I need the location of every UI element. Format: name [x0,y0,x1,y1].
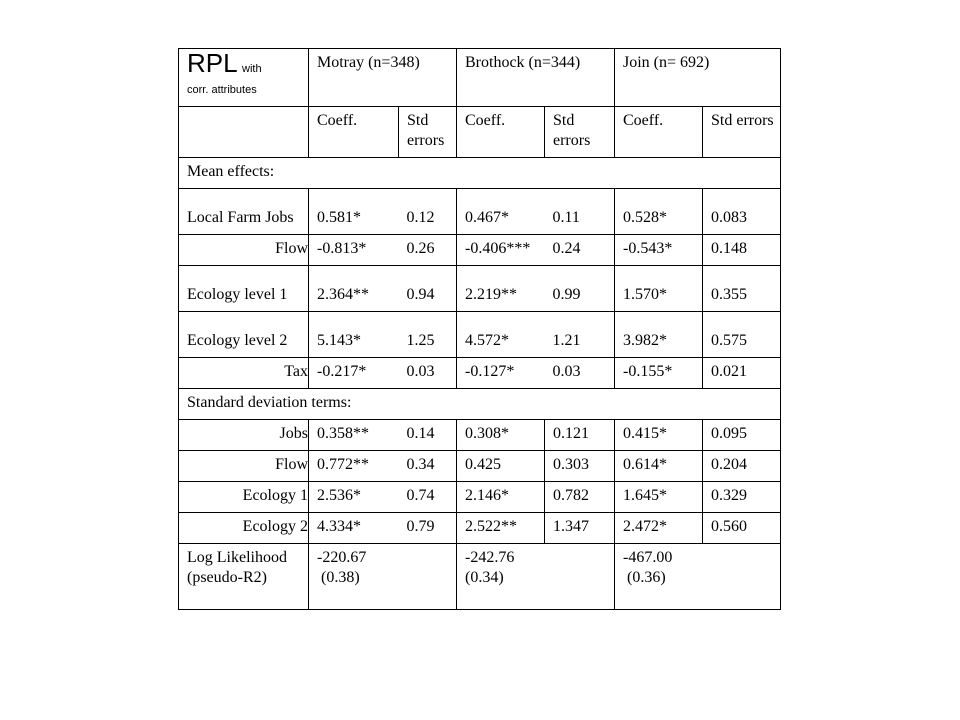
table-cell: 1.25 [399,312,457,358]
header-row [179,49,781,107]
table-cell: 0.26 [399,235,457,266]
table-cell: -0.543* [615,235,703,266]
table-row [179,482,781,513]
table-cell: 0.03 [545,358,615,389]
table-row [179,358,781,389]
results-table [178,48,781,610]
subheader-cell: Coeff. [615,107,703,158]
table-cell: 2.522** [457,513,545,544]
table-row [179,266,781,312]
table-row [179,451,781,482]
row-label: Flow [179,235,309,266]
table-title: RPL with corr. attributes [179,49,309,107]
table-cell: 0.614* [615,451,703,482]
table-cell: 1.570* [615,266,703,312]
table-cell: 1.645* [615,482,703,513]
table-cell: 4.572* [457,312,545,358]
table-row [179,420,781,451]
section-row-mean [179,158,781,189]
subheader-row [179,107,781,158]
subheader-cell: Coeff. [309,107,399,158]
table-cell: 0.03 [399,358,457,389]
table-cell: 0.308* [457,420,545,451]
table-cell: 2.219** [457,266,545,312]
row-label: Tax [179,358,309,389]
table-cell: 1.347 [545,513,615,544]
table-cell: 5.143* [309,312,399,358]
table-cell: 0.415* [615,420,703,451]
table-cell: 3.982* [615,312,703,358]
loglik-label: Log Likelihood (pseudo-R2) [179,544,309,610]
table-cell: -0.217* [309,358,399,389]
row-label: Ecology 2 [179,513,309,544]
table-row [179,513,781,544]
row-label: Flow [179,451,309,482]
table-cell: 0.79 [399,513,457,544]
table-cell: 0.782 [545,482,615,513]
row-label: Jobs [179,420,309,451]
table-cell: 0.14 [399,420,457,451]
table-cell: 0.24 [545,235,615,266]
section-label-sd: Standard deviation terms: [179,389,781,420]
table-cell: 0.11 [545,189,615,235]
subheader-cell: Std errors [545,107,615,158]
table-cell: 0.12 [399,189,457,235]
table-cell: 0.99 [545,266,615,312]
table-cell: 0.355 [703,266,781,312]
table-cell: 0.581* [309,189,399,235]
table-cell: 0.575 [703,312,781,358]
table-row [179,235,781,266]
table-cell: 2.472* [615,513,703,544]
table-cell: -0.406*** [457,235,545,266]
table-cell: 0.358** [309,420,399,451]
table-row [179,189,781,235]
table-cell: 0.425 [457,451,545,482]
subheader-cell: Std errors [399,107,457,158]
table-cell: -0.155* [615,358,703,389]
table-cell: 0.94 [399,266,457,312]
table-cell: 2.364** [309,266,399,312]
table-cell: 0.204 [703,451,781,482]
table-cell: 2.146* [457,482,545,513]
section-row-sd [179,389,781,420]
table-cell: 0.083 [703,189,781,235]
table-cell: 2.536* [309,482,399,513]
loglik-row [179,544,781,610]
table-cell: 0.329 [703,482,781,513]
table-cell: 0.095 [703,420,781,451]
table-cell: 0.74 [399,482,457,513]
group-header-join: Join (n= 692) [615,49,781,107]
table-cell: 0.772** [309,451,399,482]
table-cell: 1.21 [545,312,615,358]
row-label: Ecology level 1 [179,266,309,312]
table-cell: 0.121 [545,420,615,451]
row-label: Ecology level 2 [179,312,309,358]
table-cell: 0.34 [399,451,457,482]
table-cell: 0.560 [703,513,781,544]
section-label-mean: Mean effects: [179,158,781,189]
subheader-cell: Std errors [703,107,781,158]
row-label: Ecology 1 [179,482,309,513]
empty-cell [179,107,309,158]
table-cell: 0.021 [703,358,781,389]
table-cell: 4.334* [309,513,399,544]
table-cell: -0.127* [457,358,545,389]
table-cell: -0.813* [309,235,399,266]
row-label: Local Farm Jobs [179,189,309,235]
loglik-cell-join: -467.00 (0.36) [615,544,781,610]
table-cell: 0.148 [703,235,781,266]
table-cell: 0.528* [615,189,703,235]
table-row [179,312,781,358]
loglik-cell-motray: -220.67 (0.38) [309,544,457,610]
subheader-cell: Coeff. [457,107,545,158]
table-cell: 0.467* [457,189,545,235]
loglik-cell-brothock: -242.76 (0.34) [457,544,615,610]
group-header-brothock: Brothock (n=344) [457,49,615,107]
group-header-motray: Motray (n=348) [309,49,457,107]
table-cell: 0.303 [545,451,615,482]
